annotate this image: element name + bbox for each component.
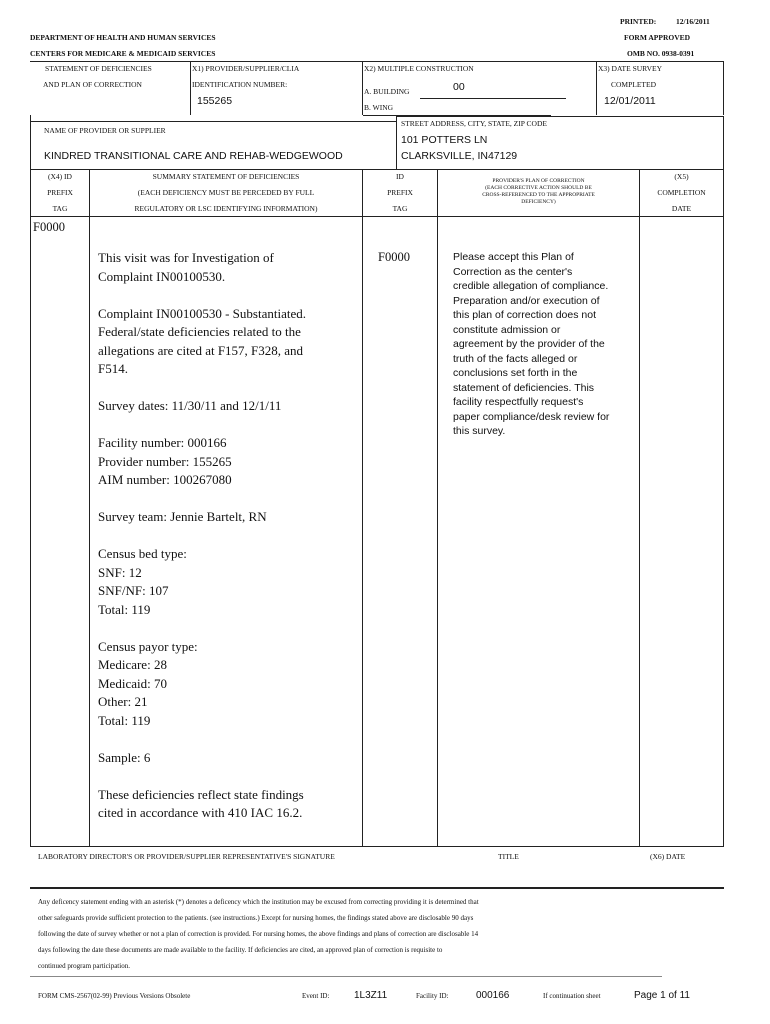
form-approved: FORM APPROVED bbox=[624, 33, 691, 42]
address-label: STREET ADDRESS, CITY, STATE, ZIP CODE bbox=[401, 119, 547, 128]
summary-line: This visit was for Investigation of bbox=[98, 250, 274, 265]
facility-id-label: Facility ID: bbox=[416, 992, 449, 1000]
footnote-line: days following the date these documents are made available to the facility. If deficiencies are cited, an approved plan of correction is requisite to bbox=[38, 946, 443, 954]
footnote-line: Any deficency statement ending with an asterisk (*) denotes a deficency which the institution may be excused from correcting providing it is determined that bbox=[38, 898, 479, 906]
plan-line: paper compliance/desk review for bbox=[453, 410, 610, 423]
id-header-1: ID bbox=[396, 172, 404, 181]
summary-line: Complaint IN00100530 - Substantiated. bbox=[98, 305, 306, 321]
x3-label-1: X3) DATE SURVEY bbox=[598, 64, 662, 73]
summary-line: Total: 119 bbox=[98, 601, 151, 617]
summary-line: F514. bbox=[98, 361, 128, 376]
summary-paragraph bbox=[98, 508, 360, 527]
footnote-line: following the date of survey whether or not a plan of correction is provided. For nursing homes, the above findings and plans of correction are disclosable 14 bbox=[38, 930, 479, 938]
plan-header-2: (EACH CORRECTIVE ACTION SHOULD BE bbox=[485, 185, 592, 191]
disclaimer-footnote bbox=[38, 894, 718, 974]
plan-header-3: CROSS-REFERENCED TO THE APPROPRIATE bbox=[482, 192, 595, 198]
statement-label-2: AND PLAN OF CORRECTION bbox=[43, 80, 142, 89]
summary-line: Survey team: Jennie Bartelt, RN bbox=[98, 509, 267, 524]
wing-label: B. WING bbox=[364, 103, 394, 112]
omb-number: OMB NO. 0938-0391 bbox=[627, 49, 695, 58]
x4-header-3: TAG bbox=[52, 204, 68, 213]
title-label: TITLE bbox=[498, 852, 519, 861]
id-header-2: PREFIX bbox=[387, 188, 413, 197]
department-title: DEPARTMENT OF HEALTH AND HUMAN SERVICES bbox=[30, 33, 216, 42]
x2-label: X2) MULTIPLE CONSTRUCTION bbox=[364, 64, 474, 73]
provider-name-label: NAME OF PROVIDER OR SUPPLIER bbox=[44, 126, 166, 135]
summary-paragraph bbox=[98, 397, 360, 416]
provider-id-number: 155265 bbox=[197, 95, 233, 107]
printed-date: 12/16/2011 bbox=[676, 17, 710, 26]
form-number: FORM CMS-2567(02-99) Previous Versions Obsolete bbox=[38, 992, 191, 1000]
page-number: Page 1 of 11 bbox=[634, 990, 690, 1001]
summary-line: Census bed type: bbox=[98, 546, 187, 561]
x1-label-2: IDENTIFICATION NUMBER: bbox=[192, 80, 288, 89]
plan-line: this plan of correction does not bbox=[453, 309, 597, 321]
printed-label: PRINTED: bbox=[620, 17, 657, 26]
plan-header-1: PROVIDER'S PLAN OF CORRECTION bbox=[492, 178, 585, 184]
footnote-line: other safeguards provide sufficient protection to the patients. (see instructions.) Except for nursing homes, the findings stated above are disclosable 90 days bbox=[38, 914, 474, 922]
summary-line: Total: 119 bbox=[98, 712, 151, 728]
survey-completed-date: 12/01/2011 bbox=[604, 95, 656, 107]
summary-paragraph bbox=[98, 749, 360, 768]
summary-line: cited in accordance with 410 IAC 16.2. bbox=[98, 805, 303, 820]
building-label: A. BUILDING bbox=[364, 87, 410, 96]
plan-header-4: DEFICIENCY) bbox=[521, 199, 556, 205]
statement-label-1: STATEMENT OF DEFICIENCIES bbox=[45, 64, 152, 73]
plan-line: agreement by the provider of the bbox=[453, 338, 605, 350]
summary-paragraph bbox=[98, 305, 360, 379]
provider-name: KINDRED TRANSITIONAL CARE AND REHAB-WEDGEWOOD bbox=[44, 150, 343, 162]
event-id-value: 1L3Z11 bbox=[354, 990, 388, 1001]
summary-line: AIM number: 100267080 bbox=[98, 472, 232, 487]
right-prefix-tag: F0000 bbox=[378, 250, 410, 264]
summary-header-2: (EACH DEFICIENCY MUST BE PERCEDED BY FULL bbox=[137, 188, 315, 197]
address-street: 101 POTTERS LN bbox=[401, 134, 488, 146]
summary-paragraph bbox=[98, 638, 360, 731]
left-prefix-tag: F0000 bbox=[33, 220, 65, 234]
building-value: 00 bbox=[453, 81, 465, 93]
summary-line: SNF/NF: 107 bbox=[98, 583, 169, 598]
plan-line: conclusions set forth in the bbox=[453, 367, 578, 379]
summary-line: Other: 21 bbox=[98, 694, 148, 709]
summary-line: allegations are cited at F157, F328, and bbox=[98, 342, 304, 358]
event-id-label: Event ID: bbox=[302, 992, 330, 1000]
plan-line: truth of the facts alleged or bbox=[453, 352, 578, 365]
summary-line: SNF: 12 bbox=[98, 564, 142, 580]
summary-line: Facility number: 000166 bbox=[98, 435, 227, 450]
x5-header-3: DATE bbox=[671, 204, 692, 213]
footnote-line: continued program participation. bbox=[38, 962, 130, 970]
signature-label: LABORATORY DIRECTOR'S OR PROVIDER/SUPPLIER REPRESENTATIVE'S SIGNATURE bbox=[38, 852, 335, 861]
plan-line: statement of deficiencies. This bbox=[453, 381, 595, 394]
summary-line: Medicare: 28 bbox=[98, 657, 167, 672]
summary-paragraph bbox=[98, 545, 360, 619]
summary-header-1: SUMMARY STATEMENT OF DEFICIENCIES bbox=[152, 172, 300, 181]
summary-statement bbox=[98, 249, 360, 841]
summary-line: Provider number: 155265 bbox=[98, 453, 232, 469]
x4-header-2: PREFIX bbox=[47, 188, 73, 197]
plan-line: Correction as the center's bbox=[453, 265, 573, 278]
summary-paragraph bbox=[98, 434, 360, 490]
summary-line: Sample: 6 bbox=[98, 749, 151, 765]
summary-paragraph bbox=[98, 786, 360, 823]
summary-line: Federal/state deficiencies related to the bbox=[98, 324, 301, 339]
plan-line: Preparation and/or execution of bbox=[453, 294, 600, 307]
summary-header-3: REGULATORY OR LSC IDENTIFYING INFORMATION) bbox=[134, 204, 318, 213]
plan-line: Please accept this Plan of bbox=[453, 251, 574, 263]
summary-line: Medicaid: 70 bbox=[98, 675, 167, 691]
plan-line: facility respectfully request's bbox=[453, 396, 584, 408]
address-city: CLARKSVILLE, IN47129 bbox=[401, 150, 518, 162]
summary-line: Survey dates: 11/30/11 and 12/1/11 bbox=[98, 398, 282, 413]
summary-paragraph bbox=[98, 249, 360, 286]
facility-id-value: 000166 bbox=[476, 990, 510, 1001]
date-label: (X6) DATE bbox=[650, 852, 686, 861]
plan-line: this survey. bbox=[453, 425, 506, 437]
plan-line: constitute admission or bbox=[453, 323, 561, 336]
centers-title: CENTERS FOR MEDICARE & MEDICAID SERVICES bbox=[30, 49, 216, 58]
continuation-label: If continuation sheet bbox=[543, 992, 601, 1000]
summary-line: Complaint IN00100530. bbox=[98, 268, 226, 284]
x4-header-1: (X4) ID bbox=[48, 172, 72, 181]
x1-label-1: X1) PROVIDER/SUPPLIER/CLIA bbox=[192, 64, 300, 73]
summary-line: Census payor type: bbox=[98, 638, 198, 654]
x3-label-2: COMPLETED bbox=[611, 80, 656, 89]
x5-header-2: COMPLETION bbox=[657, 188, 706, 197]
plan-line: credible allegation of compliance. bbox=[453, 280, 609, 292]
summary-line: These deficiencies reflect state findings bbox=[98, 786, 304, 802]
x5-header-1: (X5) bbox=[674, 172, 689, 181]
plan-of-correction bbox=[453, 250, 638, 439]
id-header-3: TAG bbox=[392, 204, 408, 213]
